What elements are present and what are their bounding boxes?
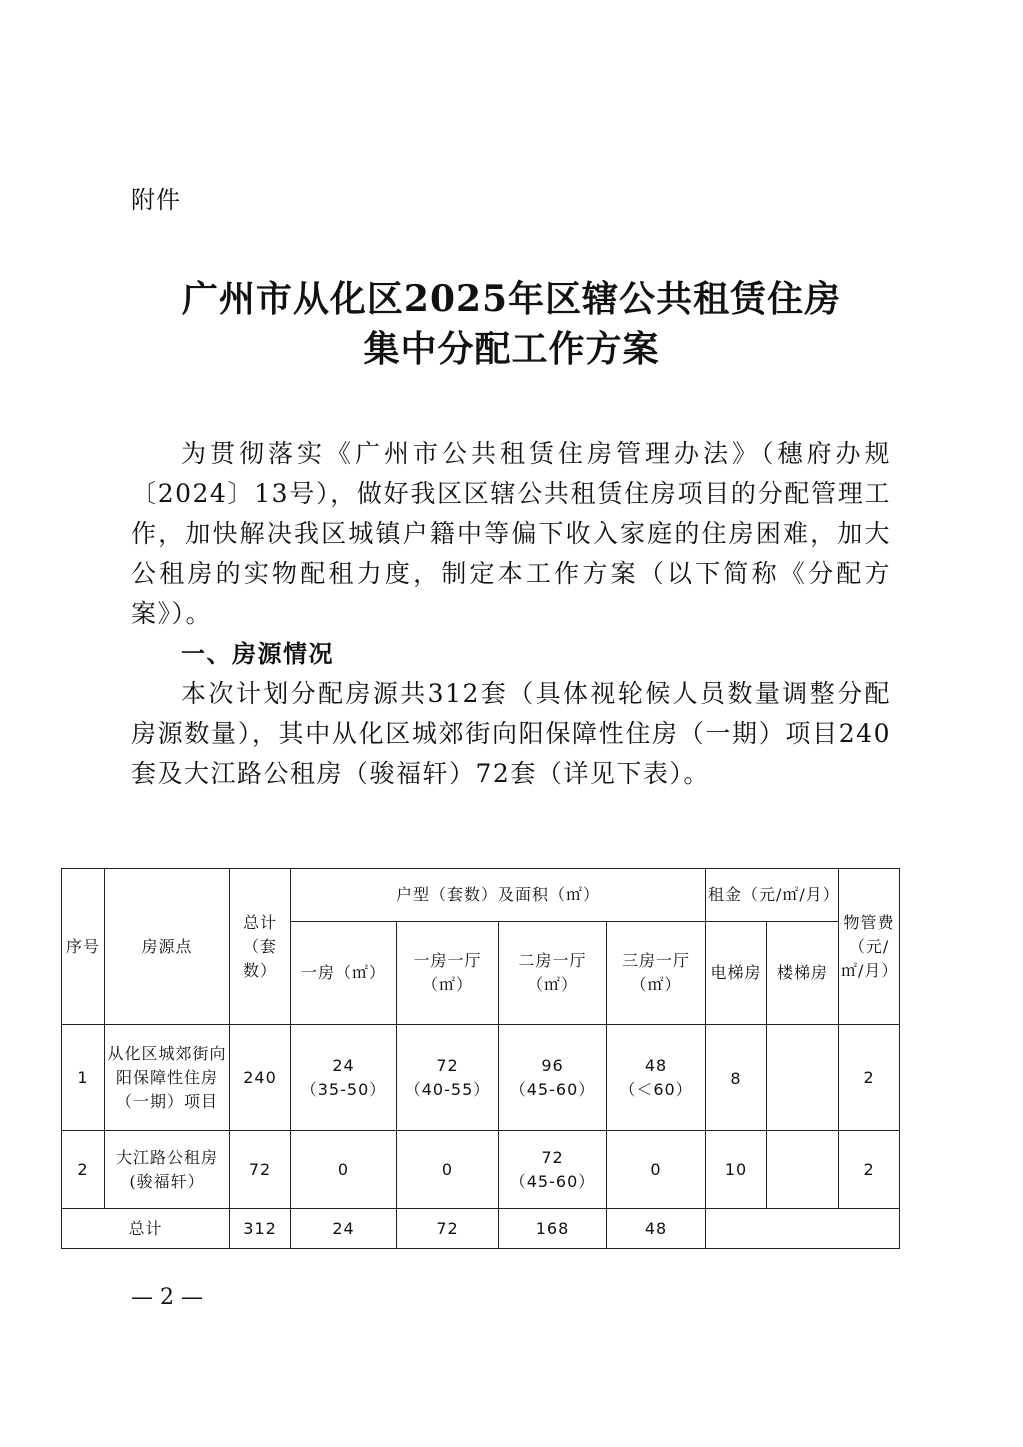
cell-two-bed [499, 1025, 607, 1131]
header-two-bed-one-hall: 二房一厅（㎡） [499, 922, 607, 1025]
header-one-room: 一房（㎡） [291, 922, 397, 1025]
header-layout-group: 户型（套数）及面积（㎡） [291, 869, 706, 922]
total-empty [706, 1209, 900, 1249]
area: （45-60） [509, 1079, 596, 1099]
title-line-1: 广州市从化区2025年区辖公共租赁住房 [181, 278, 842, 320]
source-line-2: (骏福轩） [129, 1171, 205, 1191]
count: 48 [644, 1055, 668, 1075]
total-label: 总计 [62, 1209, 230, 1249]
table-header-row-1 [62, 869, 900, 922]
title-line-2: 集中分配工作方案 [363, 328, 660, 370]
total-two-bed: 168 [499, 1209, 607, 1249]
count: 24 [332, 1055, 355, 1075]
total-one-room: 24 [291, 1209, 397, 1249]
header-total: 总计（套数） [230, 869, 291, 1025]
cell-three-bed: 0 [607, 1131, 706, 1209]
cell-three-bed [607, 1025, 706, 1131]
cell-fee: 2 [839, 1025, 900, 1131]
body-text [131, 434, 891, 794]
housing-paragraph: 本次计划分配房源共312套（具体视轮候人员数量调整分配房源数量），其中从化区城郊街向阳保障性住房（一期）项目240套及大江路公租房（骏福轩）72套（详见下表）。 [131, 679, 891, 788]
total-sum: 312 [230, 1209, 291, 1249]
area: （45-60） [509, 1171, 596, 1191]
header-source: 房源点 [105, 869, 230, 1025]
cell-fee: 2 [839, 1131, 900, 1209]
header-rent-group: 租金（元/㎡/月） [706, 869, 839, 922]
attachment-label: 附件 [131, 186, 181, 214]
cell-one-bed [397, 1025, 499, 1131]
header-three-bed-one-hall: 三房一厅（㎡） [607, 922, 706, 1025]
total-one-bed: 72 [397, 1209, 499, 1249]
area: （40-55） [404, 1079, 491, 1099]
cell-source [105, 1131, 230, 1209]
area: （35-50） [300, 1079, 387, 1099]
cell-seq: 1 [62, 1025, 105, 1131]
section-heading-housing: 一、房源情况 [181, 640, 334, 668]
page-number: — 2 — [131, 1285, 203, 1310]
source-line-1: 大江路公租房 [115, 1147, 218, 1167]
total-three-bed: 48 [607, 1209, 706, 1249]
header-fee: 物管费（元/㎡/月） [839, 869, 900, 1025]
cell-stair [767, 1025, 839, 1131]
header-elevator: 电梯房 [706, 922, 767, 1025]
table-row [62, 1131, 900, 1209]
table-row [62, 1025, 900, 1131]
area: （＜60） [619, 1079, 693, 1099]
count: 72 [541, 1147, 564, 1167]
cell-one-room [291, 1025, 397, 1131]
cell-one-bed: 0 [397, 1131, 499, 1209]
cell-seq: 2 [62, 1131, 105, 1209]
header-seq: 序号 [62, 869, 105, 1025]
cell-one-room: 0 [291, 1131, 397, 1209]
header-stair: 楼梯房 [767, 922, 839, 1025]
count: 72 [436, 1055, 459, 1075]
cell-elevator: 10 [706, 1131, 767, 1209]
cell-stair [767, 1131, 839, 1209]
housing-table [61, 868, 900, 1249]
table-total-row [62, 1209, 900, 1249]
count: 96 [541, 1055, 564, 1075]
cell-source: 从化区城郊街向阳保障性住房（一期）项目 [105, 1025, 230, 1131]
cell-two-bed [499, 1131, 607, 1209]
cell-elevator: 8 [706, 1025, 767, 1131]
header-one-bed-one-hall: 一房一厅（㎡） [397, 922, 499, 1025]
cell-total: 240 [230, 1025, 291, 1131]
cell-total: 72 [230, 1131, 291, 1209]
intro-paragraph: 为贯彻落实《广州市公共租赁住房管理办法》（穗府办规〔2024〕13号），做好我区区辖公共租赁住房项目的分配管理工作，加快解决我区城镇户籍中等偏下收入家庭的住房困难，加大公租房的实物配租力度，制定本工作方案（以下简称《分配方案》）。 [131, 439, 891, 628]
document-title [0, 274, 1023, 374]
